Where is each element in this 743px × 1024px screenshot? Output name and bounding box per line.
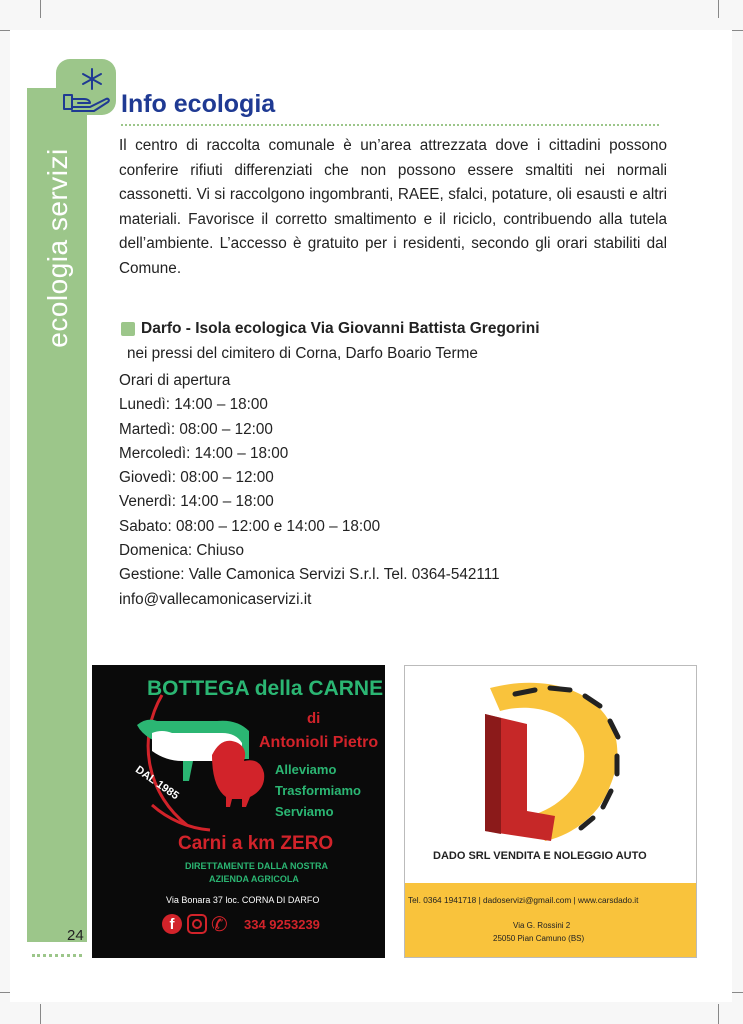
ad-meat-di: di — [307, 710, 321, 727]
page — [10, 30, 732, 1002]
crop-mark — [718, 0, 719, 18]
ad-meat-sub1: DIRETTAMENTE DALLA NOSTRA — [185, 861, 328, 871]
section-label — [28, 150, 88, 360]
hours-row: Domenica: Chiuso — [119, 542, 244, 560]
hours-row: Sabato: 08:00 – 12:00 e 14:00 – 18:00 — [119, 517, 381, 535]
hours-row: Mercoledì: 14:00 – 18:00 — [119, 444, 289, 462]
page-number-dots — [32, 954, 82, 957]
ad-meat-title: BOTTEGA della CARNE — [147, 677, 384, 700]
section-label-text: ecologia servizi — [42, 148, 73, 348]
ad-meat-tagline: Trasformiamo — [275, 783, 361, 798]
location-name: Darfo - Isola ecologica Via Giovanni Battista Gregorini — [141, 320, 540, 337]
dado-logo — [405, 666, 697, 866]
crop-mark — [731, 992, 743, 993]
eco-hand-icon — [56, 59, 116, 115]
ad-meat-headline: Carni a km ZERO — [178, 833, 334, 854]
ad-meat-tagline: Alleviamo — [275, 762, 337, 777]
ad-meat-owner: Antonioli Pietro — [259, 734, 379, 751]
hours-row: Venerdì: 14:00 – 18:00 — [119, 493, 274, 511]
crop-mark — [718, 1004, 719, 1024]
management-info: Gestione: Valle Camonica Servizi S.r.l. Tel. 0364-542111 — [119, 566, 500, 584]
ad-meat-since: DAL 1985 — [133, 763, 181, 803]
ad-meat-address: Via Bonara 37 loc. CORNA DI DARFO — [166, 895, 320, 905]
contact-email[interactable]: info@vallecamonicaservizi.it — [119, 590, 312, 608]
ad-meat-tagline: Serviamo — [275, 804, 334, 819]
hours-row: Lunedì: 14:00 – 18:00 — [119, 396, 268, 414]
ad-dado-address2: 25050 Pian Camuno (BS) — [493, 934, 585, 943]
hours-heading: Orari di apertura — [119, 372, 231, 389]
ad-dado-address1: Via G. Rossini 2 — [513, 921, 571, 930]
ad-bottega-carne[interactable] — [92, 665, 385, 958]
hours-row: Martedì: 08:00 – 12:00 — [119, 420, 273, 438]
intro-paragraph: Il centro di raccolta comunale è un’area attrezzata dove i cittadini possono conferire rifiuti differenziati che non possono essere smaltiti nei normali cassonetti. Vi si raccolgono ingombranti, RAEE, sfalci, potature, oli esausti e altri materiali. Favorisce il corretto smaltimento e il riciclo, contribuendo alla tutela dell’ambiente. L’accesso è gratuito per i residenti, secondo gli orari stabiliti dal Comune. — [119, 137, 667, 277]
page-title: Info ecologia — [121, 90, 276, 118]
opening-hours — [119, 369, 500, 612]
crop-mark — [731, 30, 743, 31]
ad-dado-srl[interactable] — [404, 665, 697, 958]
instagram-icon[interactable] — [187, 914, 207, 934]
location-bullet — [121, 322, 135, 336]
page-number: 24 — [67, 927, 84, 944]
title-divider — [121, 124, 659, 126]
ad-dado-footer — [405, 883, 697, 958]
ad-dado-contacts: Tel. 0364 1941718 | dadoservizi@gmail.com | www.carsdado.it — [408, 895, 639, 905]
ad-meat-phone[interactable]: 334 9253239 — [244, 917, 320, 932]
crop-mark — [40, 0, 41, 18]
facebook-icon[interactable]: f — [162, 914, 182, 934]
ad-dado-name: DADO SRL VENDITA E NOLEGGIO AUTO — [433, 850, 647, 862]
ad-meat-sub2: AZIENDA AGRICOLA — [209, 874, 299, 884]
location-address: nei pressi del cimitero di Corna, Darfo Boario Terme — [127, 345, 478, 362]
farm-animals-illustration — [92, 665, 385, 958]
phone-icon: ✆ — [211, 914, 228, 936]
crop-mark — [40, 1004, 41, 1024]
hours-row: Giovedì: 08:00 – 12:00 — [119, 469, 274, 487]
